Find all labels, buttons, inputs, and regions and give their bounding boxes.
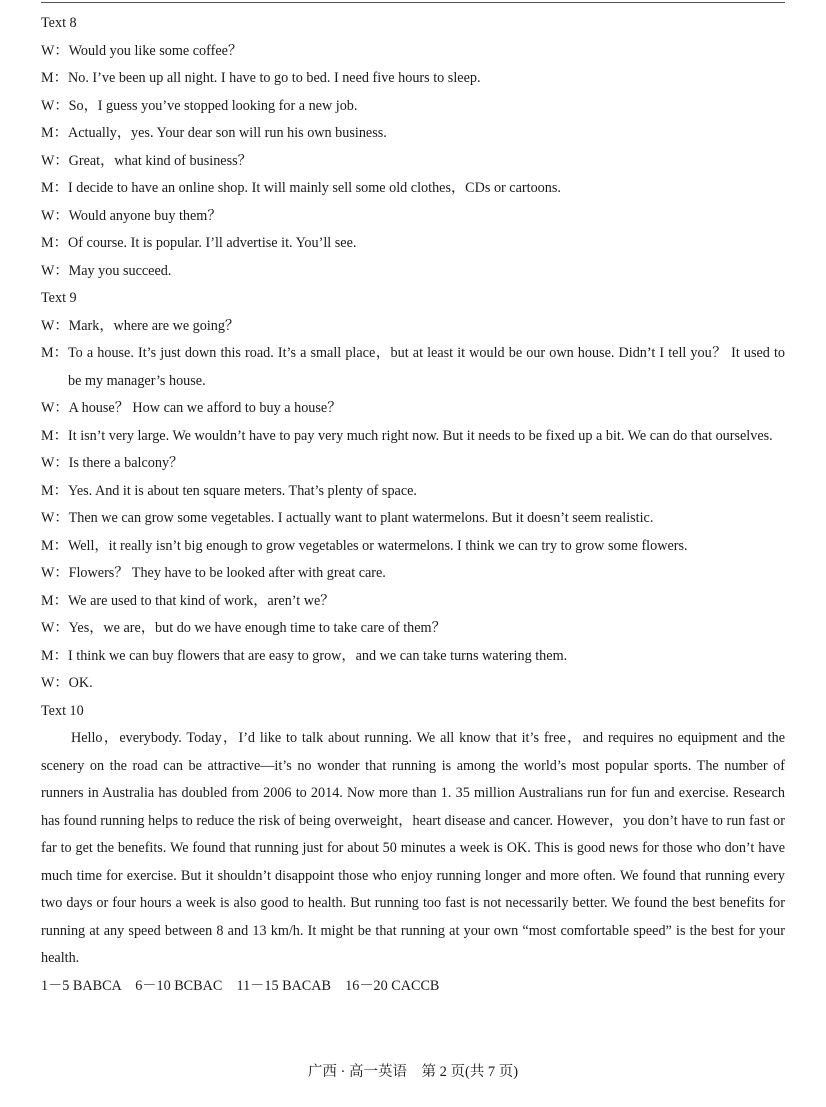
answer-key: 1－5 BABCA 6－10 BCBAC 11－15 BACAB 16－20 CACCB (41, 977, 440, 994)
text8-heading: Text 8 (41, 15, 77, 31)
speaker-label: M： (41, 537, 68, 554)
utterance: Flowers？ They have to be looked after with great care. (68, 565, 386, 581)
dialogue-turn (41, 148, 785, 176)
dialogue-turn (41, 533, 785, 561)
page-content (41, 10, 785, 1000)
utterance: Actually，yes. Your dear son will run his own business. (68, 125, 387, 141)
speaker-label: W： (41, 152, 69, 169)
utterance: So，I guess you’ve stopped looking for a new job. (68, 97, 358, 114)
utterance: I think we can buy flowers that are easy to grow，and we can take turns watering them. (68, 647, 568, 664)
utterance: OK. (68, 675, 93, 691)
utterance: Would you like some coffee？ (68, 42, 243, 59)
speaker-label: M： (41, 482, 68, 499)
speaker-label: W： (41, 262, 69, 279)
text8-dialogue (41, 38, 785, 286)
dialogue-turn (41, 313, 785, 341)
speaker-label: W： (41, 510, 69, 526)
dialogue-turn (41, 615, 785, 643)
utterance: A house？ How can we afford to buy a house？ (68, 400, 342, 416)
utterance: I decide to have an online shop. It will mainly sell some old clothes，CDs or cartoons. (68, 180, 561, 196)
utterance: Is there a balcony？ (68, 455, 184, 471)
dialogue-turn (41, 670, 785, 698)
utterance: Mark，where are we going？ (68, 317, 240, 334)
utterance: Yes，we are，but do we have enough time to take care of them？ (68, 620, 446, 636)
text10-heading: Text 10 (41, 702, 84, 719)
dialogue-turn (41, 395, 785, 423)
speaker-label: W： (41, 565, 69, 581)
dialogue-turn (41, 643, 785, 671)
speaker-label: M： (41, 427, 68, 444)
dialogue-turn (41, 65, 785, 93)
dialogue-turn (41, 120, 785, 148)
utterance: Yes. And it is about ten square meters. That’s plenty of space. (68, 482, 417, 499)
speaker-label: M： (41, 235, 68, 251)
speaker-label: W： (41, 42, 69, 59)
speaker-label: W： (41, 400, 69, 416)
utterance: We are used to that kind of work，aren’t we？ (68, 592, 335, 609)
dialogue-turn (41, 478, 785, 506)
utterance: It isn’t very large. We wouldn’t have to pay very much right now. But it needs to be fixed up a bit. We can do that ourselves. (68, 427, 773, 444)
utterance: No. I’ve been up all night. I have to go to bed. I need five hours to sleep. (68, 70, 481, 86)
speaker-label: W： (41, 620, 69, 636)
dialogue-turn (41, 340, 785, 395)
dialogue-turn (41, 38, 785, 66)
page-footer: 广西 · 高一英语 第 2 页(共 7 页) (307, 1064, 519, 1080)
speaker-label: M： (41, 345, 68, 361)
dialogue-turn (41, 93, 785, 121)
speaker-label: M： (41, 70, 68, 86)
dialogue-turn (41, 450, 785, 478)
speaker-label: M： (41, 592, 68, 609)
dialogue-turn (41, 560, 785, 588)
dialogue-turn (41, 230, 785, 258)
utterance: Great，what kind of business？ (68, 152, 252, 169)
speaker-label: W： (41, 207, 69, 224)
dialogue-turn (41, 175, 785, 203)
dialogue-turn (41, 505, 785, 533)
utterance: Of course. It is popular. I’ll advertise it. You’ll see. (68, 235, 357, 251)
text9-heading: Text 9 (41, 290, 77, 306)
utterance: Would anyone buy them？ (68, 207, 222, 224)
speaker-label: M： (41, 180, 68, 196)
dialogue-turn (41, 423, 785, 451)
dialogue-turn (41, 203, 785, 231)
speaker-label: M： (41, 647, 68, 664)
dialogue-turn (41, 258, 785, 286)
utterance: To a house. It’s just down this road. It’s a small place，but at least it would be our own house. Didn’t I tell you？ It used to be my manager’s house. (68, 345, 785, 389)
speaker-label: W： (41, 317, 69, 334)
text9-dialogue (41, 313, 785, 698)
speaker-label: W： (41, 675, 69, 691)
speaker-label: M： (41, 125, 68, 141)
speaker-label: W： (41, 455, 69, 471)
speaker-label: W： (41, 97, 69, 114)
dialogue-turn (41, 588, 785, 616)
text10-paragraph: Hello，everybody. Today，I’d like to talk about running. We all know that it’s free，and requires no equipment and the scenery on the road can be attractive—it’s no wonder that running is among the world’s most popular sports. The number of runners in Australia has doubled from 2006 to 2014. Now more than 1. 35 million Australians run for fun and exercise. Research has found running helps to reduce the risk of being overweight，heart disease and cancer. However，you don’t have to run fast or far to get the benefits. We found that running just for about 50 minutes a week is OK. This is good news for those who don’t have much time for exercise. But it shouldn’t disappoint those who enjoy running longer and more often. We found that running every two days or four hours a week is also good to health. But running too fast is not necessarily better. We found the best benefits for running at any speed between 8 and 13 km/h. It might be that running at your own “most comfortable speed” is the best for your health. (41, 730, 785, 966)
utterance: Then we can grow some vegetables. I actually want to plant watermelons. But it doesn’t seem realistic. (68, 510, 654, 526)
utterance: Well，it really isn’t big enough to grow vegetables or watermelons. I think we can try to grow some flowers. (68, 537, 688, 554)
utterance: May you succeed. (68, 262, 172, 279)
top-divider (41, 2, 785, 3)
